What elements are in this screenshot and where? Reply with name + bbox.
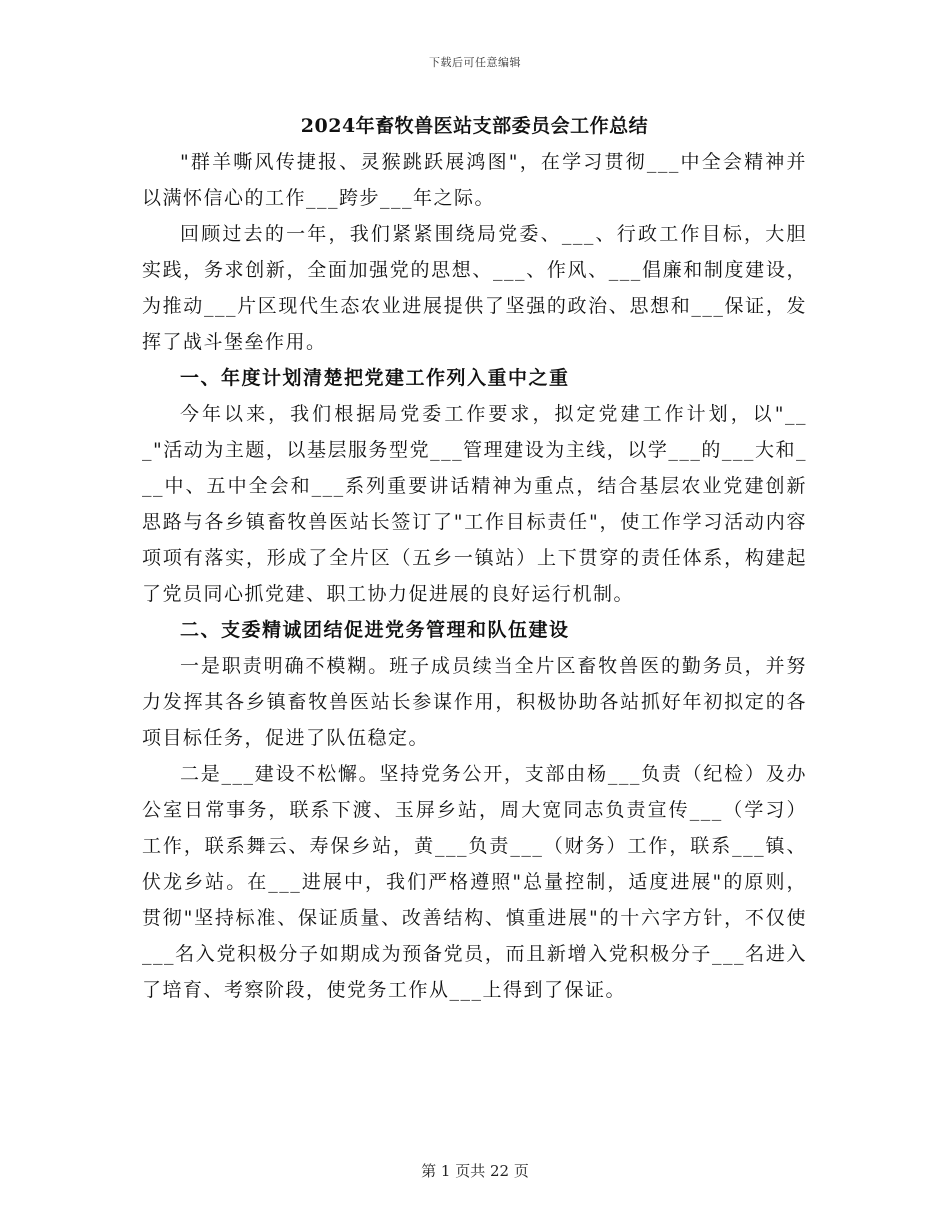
page-number-footer: 第 1 页共 22 页 <box>421 1162 529 1180</box>
section-heading-1: 一、年度计划清楚把党建工作列入重中之重 <box>180 367 570 389</box>
paragraph-intro: "群羊嘶风传捷报、灵猴跳跃展鸿图"，在学习贯彻___中全会精神并以满怀信心的工作___跨步___年之际。 <box>142 151 807 209</box>
paragraph-duties: 一是职责明确不模糊。班子成员续当全片区畜牧兽医的勤务员，并努力发挥其各乡镇畜牧兽医站长参谋作用，积极协助各站抓好年初拟定的各项目标任务，促进了队伍稳定。 <box>142 655 807 749</box>
document-title: 2024年畜牧兽医站支部委员会工作总结 <box>300 115 649 137</box>
document-body <box>142 112 807 1008</box>
section-heading-2: 二、支委精诚团结促进党务管理和队伍建设 <box>180 619 570 641</box>
paragraph-annual-plan: 今年以来，我们根据局党委工作要求，拟定党建工作计划，以"___"活动为主题，以基层服务型党___管理建设为主线，以学___的___大和___中、五中全会和___系列重要讲话精神为重点，结合基层农业党建创新思路与各乡镇畜牧兽医站长签订了"工作目标责任"，使工作学习活动内容项项有落实，形成了全片区（五乡一镇站）上下贯穿的责任体系，构建起了党员同心抓党建、职工协力促进展的良好运行机制。 <box>142 403 807 605</box>
header-note: 下载后可任意编辑 <box>429 56 521 69</box>
paragraph-review: 回顾过去的一年，我们紧紧围绕局党委、___、行政工作目标，大胆实践，务求创新，全面加强党的思想、___、作风、___倡廉和制度建设，为推动___片区现代生态农业进展提供了坚强的政治、思想和___保证，发挥了战斗堡垒作用。 <box>142 223 807 353</box>
paragraph-party-building: 二是___建设不松懈。坚持党务公开，支部由杨___负责（纪检）及办公室日常事务，联系下渡、玉屏乡站，周大宽同志负责宣传___（学习）工作，联系舞云、寿保乡站，黄___负责___（财务）工作，联系___镇、伏龙乡站。在___进展中，我们严格遵照"总量控制，适度进展"的原则，贯彻"坚持标准、保证质量、改善结构、慎重进展"的十六字方针，不仅使___名入党积极分子如期成为预备党员，而且新增入党积极分子___名进入了培育、考察阶段，使党务工作从___上得到了保证。 <box>142 763 807 1001</box>
